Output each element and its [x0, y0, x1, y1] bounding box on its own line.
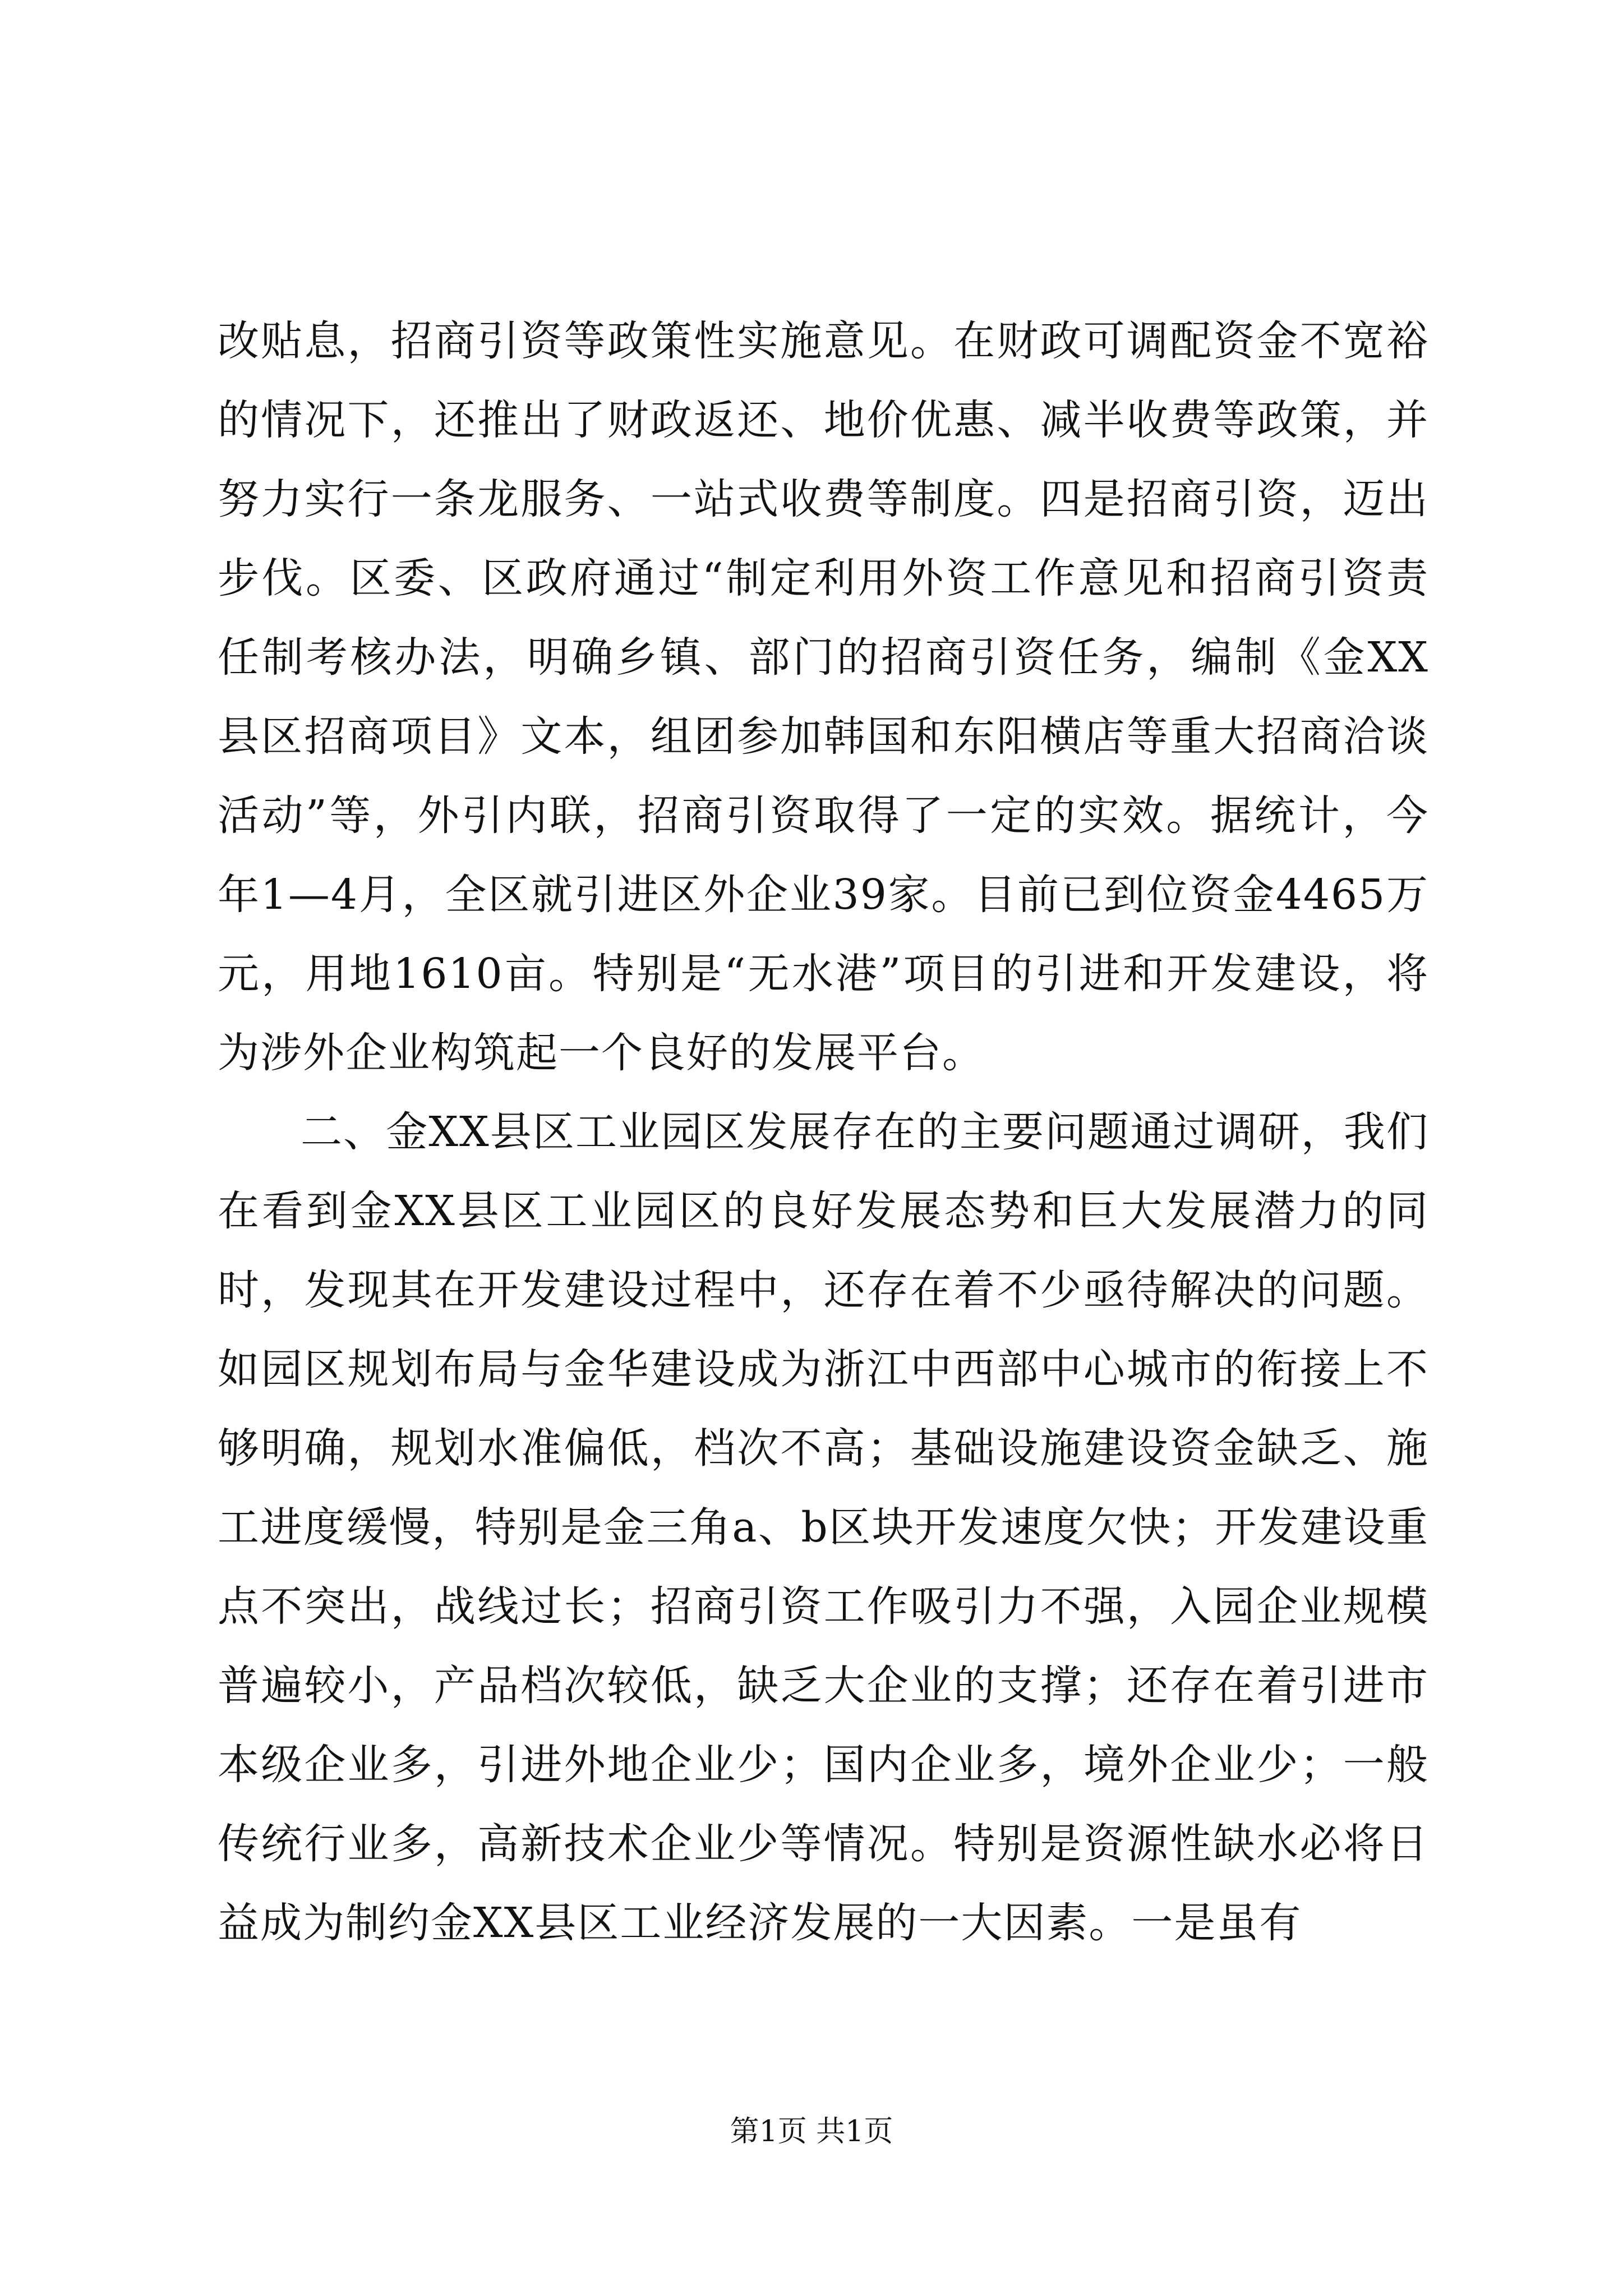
- page-footer: 第1页 共1页: [730, 2115, 893, 2148]
- paragraph-2: 二、金XX县区工业园区发展存在的主要问题通过调研，我们在看到金XX县区工业园区的良好发展态势和巨大发展潜力的同时，发现其在开发建设过程中，还存在着不少亟待解决的问题。如园区规划布局与金华建设成为浙江中西部中心城市的衔接上不够明确，规划水准偏低，档次不高；基础设施建设资金缺乏、施工进度缓慢，特别是金三角a、b区块开发速度欠快；开发建设重点不突出，战线过长；招商引资工作吸引力不强，入园企业规模普遍较小，产品档次较低，缺乏大企业的支撑；还存在着引进市本级企业多，引进外地企业少；国内企业多，境外企业少；一般传统行业多，高新技术企业少等情况。特别是资源性缺水必将日益成为制约金XX县区工业经济发展的一大因素。一是虽有: [218, 1108, 1429, 1947]
- paragraph-1: 改贴息，招商引资等政策性实施意见。在财政可调配资金不宽裕的情况下，还推出了财政返还、地价优惠、减半收费等政策，并努力实行一条龙服务、一站式收费等制度。四是招商引资，迈出步伐。区委、区政府通过“制定利用外资工作意见和招商引资责任制考核办法，明确乡镇、部门的招商引资任务，编制《金XX县区招商项目》文本，组团参加韩国和东阳横店等重大招商洽谈活动”等，外引内联，招商引资取得了一定的实效。据统计，今年1—4月，全区就引进区外企业39家。目前已到位资金4465万元，用地1610亩。特别是“无水港”项目的引进和开发建设，将为涉外企业构筑起一个良好的发展平台。: [218, 317, 1429, 1077]
- document-body: [218, 302, 1429, 1963]
